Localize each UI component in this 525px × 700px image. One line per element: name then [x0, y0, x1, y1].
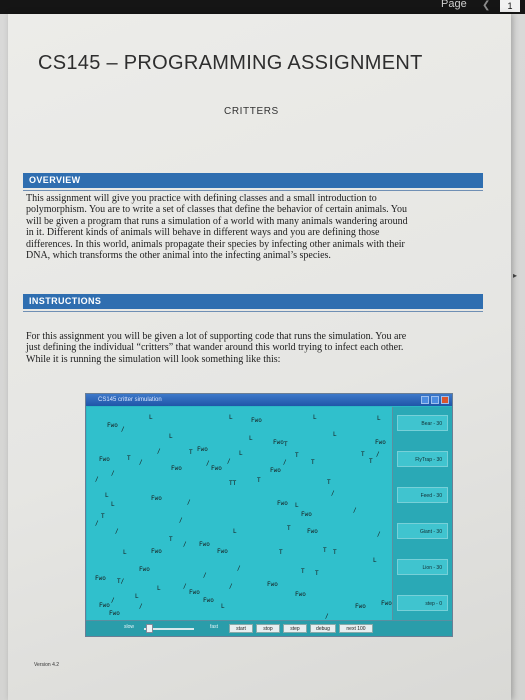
count-step: step - 0 [397, 595, 448, 611]
critter-glyph: L [313, 414, 317, 421]
critter-glyph: L [105, 492, 109, 499]
critter-glyph: TT [229, 480, 237, 487]
critter-glyph: L [233, 528, 237, 535]
instructions-line: While it is running the simulation will look something like this: [26, 353, 281, 365]
critter-glyph: / [376, 451, 380, 458]
critter-glyph: T [257, 477, 261, 484]
critter-glyph: / [183, 583, 187, 590]
speed-slider-knob[interactable] [146, 624, 153, 633]
simulation-controls [86, 620, 452, 636]
simulation-window-title: CS145 critter simulation [98, 397, 162, 403]
critter-glyph: / [325, 613, 329, 620]
critter-glyph: / [95, 520, 99, 527]
critter-glyph: Fwo [109, 610, 120, 617]
critter-glyph: / [139, 459, 143, 466]
critter-glyph: L [111, 501, 115, 508]
critter-glyph: Fwo [307, 528, 318, 535]
critter-glyph: Fwo [355, 603, 366, 610]
next-100-button[interactable]: next 100 [339, 624, 373, 633]
critter-glyph: / [187, 499, 191, 506]
critter-glyph: T [279, 549, 283, 556]
critter-glyph: Fwo [381, 600, 392, 607]
critter-glyph: Fwo [273, 439, 284, 446]
minimize-icon [421, 396, 429, 404]
slow-label: slow [124, 624, 135, 630]
critter-glyph: L [123, 549, 127, 556]
critter-glyph: / [227, 458, 231, 465]
critter-glyph: Fwo [139, 566, 150, 573]
debug-button[interactable]: debug [310, 624, 336, 633]
critter-glyph: Fwo [211, 465, 222, 472]
overview-paragraph [26, 193, 478, 261]
critter-glyph: T [327, 479, 331, 486]
instructions-rule [23, 311, 483, 312]
critter-glyph: T [361, 451, 365, 458]
critter-glyph: T [101, 513, 105, 520]
critter-glyph: L [149, 414, 153, 421]
maximize-icon [431, 396, 439, 404]
critter-glyph: / [179, 517, 183, 524]
critter-grid [87, 407, 392, 620]
critter-glyph: / [95, 476, 99, 483]
critter-glyph: / [229, 583, 233, 590]
critter-glyph: Fwo [203, 597, 214, 604]
critter-glyph: / [115, 528, 119, 535]
critter-glyph: Fwo [95, 575, 106, 582]
overview-line: differences. In this world, animals propagate their species by infecting other animals with their [26, 238, 405, 250]
instructions-heading: INSTRUCTIONS [23, 294, 483, 309]
critter-glyph: T [127, 455, 131, 462]
critter-glyph: L [229, 414, 233, 421]
critter-glyph: Fwo [199, 541, 210, 548]
critter-glyph: L [295, 502, 299, 509]
critter-glyph: Fwo [301, 511, 312, 518]
page-label: Page [441, 0, 467, 10]
critter-glyph: / [377, 531, 381, 538]
critter-glyph: / [283, 459, 287, 466]
critter-glyph: Fwo [107, 422, 118, 429]
critter-glyph: / [237, 565, 241, 572]
critter-glyph: / [111, 597, 115, 604]
count-lion: Lion - 30 [397, 559, 448, 575]
critter-glyph: / [139, 603, 143, 610]
critter-glyph: Fwo [151, 495, 162, 502]
page-title: CS145 – PROGRAMMING ASSIGNMENT [38, 52, 423, 74]
close-icon [441, 396, 449, 404]
critter-glyph: Fwo [197, 446, 208, 453]
overview-line: polymorphism. You are to write a set of classes that define the behavior of certain animals. You [26, 204, 408, 216]
critter-glyph: / [206, 460, 210, 467]
version-footer: Version 4.2 [34, 662, 60, 668]
critter-glyph: T [189, 449, 193, 456]
critter-glyph: L [373, 557, 377, 564]
page-number-field[interactable]: 1 [500, 0, 520, 12]
critter-glyph: / [111, 470, 115, 477]
critter-glyph: / [331, 490, 335, 497]
critter-glyph: Fwo [99, 602, 110, 609]
critter-glyph: T [369, 458, 373, 465]
page-subtitle: CRITTERS [224, 106, 279, 117]
critter-glyph: / [353, 507, 357, 514]
critter-glyph: Fwo [375, 439, 386, 446]
critter-glyph: / [157, 448, 161, 455]
simulation-titlebar [86, 394, 452, 406]
critter-glyph: Fwo [277, 500, 288, 507]
critter-glyph: Fwo [151, 548, 162, 555]
critter-glyph: L [333, 431, 337, 438]
overview-rule [23, 190, 483, 191]
critter-glyph: Fwo [267, 581, 278, 588]
overview-line: This assignment will give you practice with defining classes and a small introduction to [26, 193, 377, 204]
critter-glyph: T/ [117, 578, 125, 585]
instructions-line: For this assignment you will be given a lot of supporting code that runs the simulation. You are [26, 331, 407, 342]
critter-glyph: T [284, 441, 288, 448]
viewer-toolbar [0, 0, 525, 14]
critter-glyph: Fwo [251, 417, 262, 424]
critter-glyph: Fwo [189, 589, 200, 596]
start-button[interactable]: start [229, 624, 253, 633]
critter-glyph: T [301, 568, 305, 575]
critter-glyph: T [311, 459, 315, 466]
overview-heading: OVERVIEW [23, 173, 483, 188]
critter-glyph: L [249, 435, 253, 442]
instructions-paragraph [26, 331, 478, 365]
instructions-line: just defining the individual “critters” that wander around this world trying to infect each other. [26, 342, 404, 354]
critter-glyph: L [169, 433, 173, 440]
critter-glyph: L [239, 450, 243, 457]
count-giant: Giant - 30 [397, 523, 448, 539]
critter-glyph: Fwo [99, 456, 110, 463]
fast-label: fast [210, 624, 219, 630]
species-count-panel [392, 407, 452, 620]
critter-glyph: T [323, 547, 327, 554]
critter-glyph: Fwo [270, 467, 281, 474]
critter-glyph: L [377, 415, 381, 422]
critter-glyph: / [203, 572, 207, 579]
overview-line: will be given a program that runs a simulation of a world with many animals wandering around [26, 215, 408, 227]
step-button[interactable]: step [283, 624, 307, 633]
critter-glyph: L [135, 593, 139, 600]
count-flytrap: FlyTrap - 30 [397, 451, 448, 467]
critter-glyph: / [121, 426, 125, 433]
critter-glyph: L [221, 603, 225, 610]
count-bear: Bear - 30 [397, 415, 448, 431]
critter-glyph: T [315, 570, 319, 577]
overview-line: DNA, which transforms the other animal into the infecting animal’s species. [26, 250, 331, 262]
critter-glyph: Fwo [171, 465, 182, 472]
critter-glyph: Fwo [295, 591, 306, 598]
critter-glyph: T [295, 452, 299, 459]
count-feed: Feed - 30 [397, 487, 448, 503]
critter-glyph: T [287, 525, 291, 532]
critter-glyph: Fwo [217, 548, 228, 555]
overview-line: in it. Different kinds of animals will behave in different ways and you are defining those [26, 227, 380, 239]
simulation-screenshot [85, 393, 453, 637]
chevron-left-icon[interactable]: ❮ [482, 0, 491, 11]
critter-glyph: T [333, 549, 337, 556]
stop-button[interactable]: stop [256, 624, 280, 633]
critter-glyph: / [183, 541, 187, 548]
side-arrow-mark: ▸ [513, 271, 518, 280]
critter-glyph: L [157, 585, 161, 592]
critter-glyph: T [169, 536, 173, 543]
